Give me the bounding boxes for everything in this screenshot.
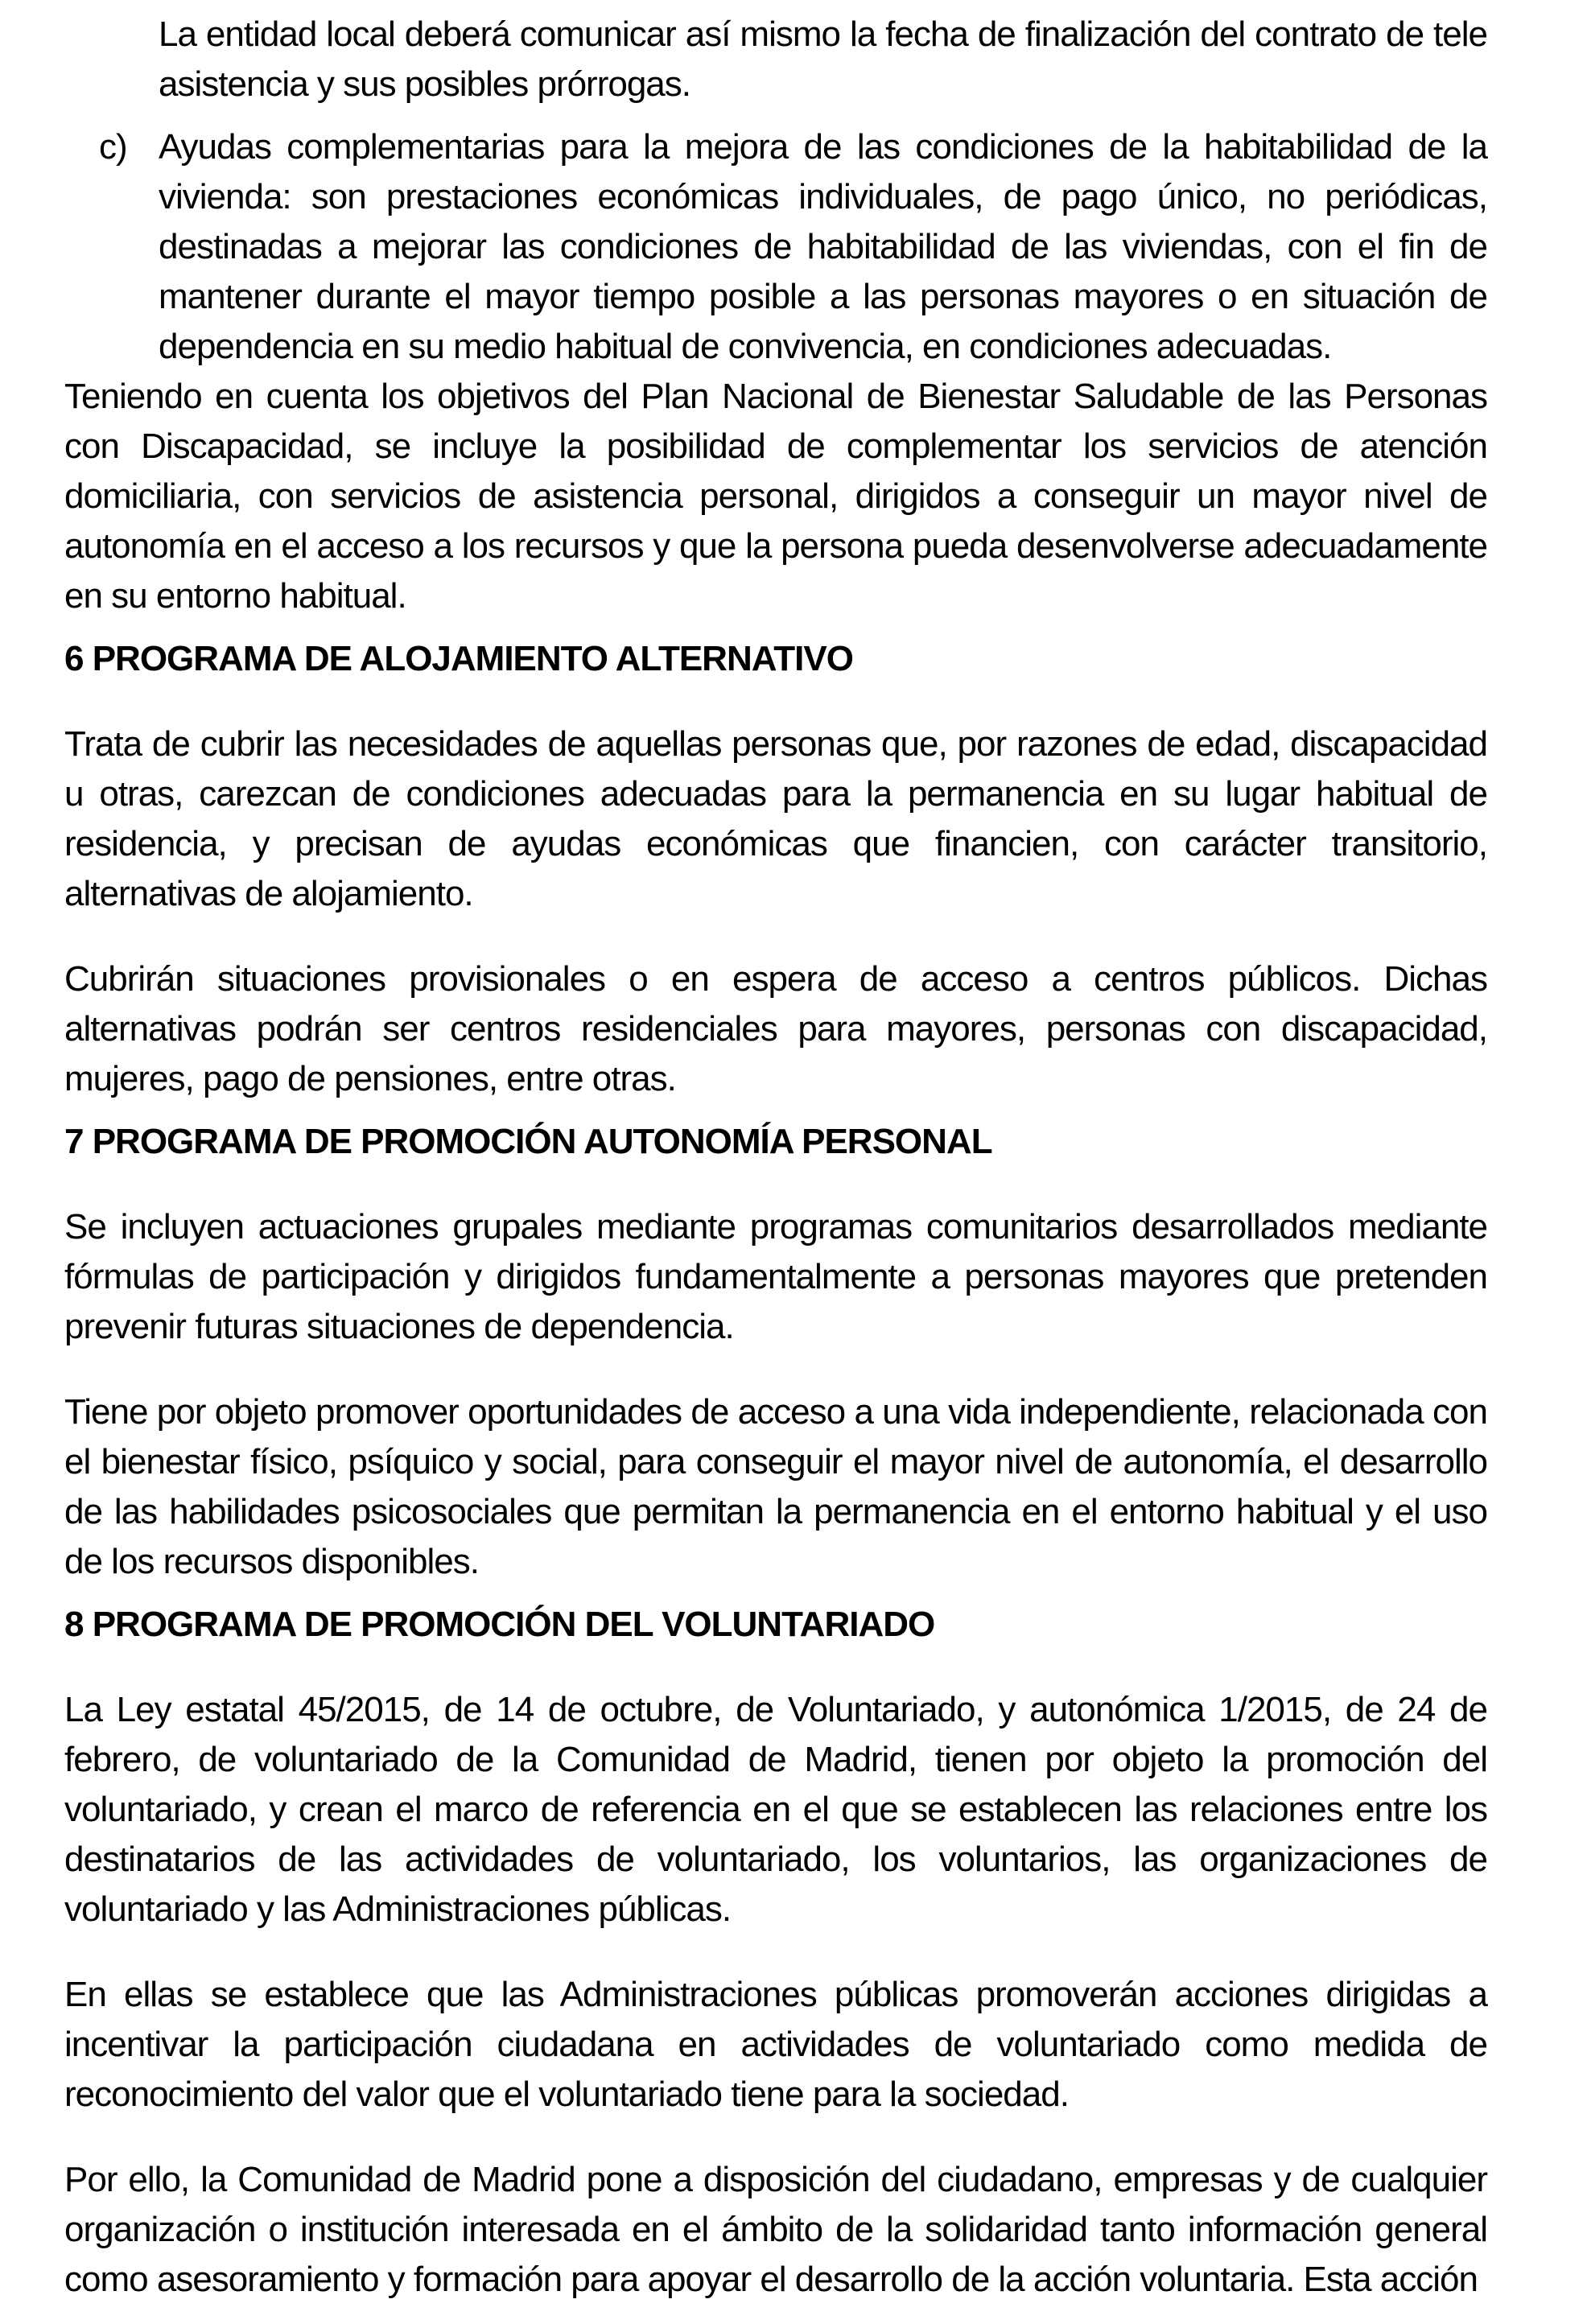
paragraph: Teniendo en cuenta los objetivos del Plan Nacional de Bienestar Saludable de las Personas con Discapacidad, se incluye la posibilidad de complementar los servicios de atención domiciliaria, con servicios de asistencia personal, dirigidos a conseguir un mayor nivel de autonomía en el acceso a los recursos y que la persona pueda desenvolverse adecuadamente en su entorno habitual. [64, 377, 1487, 616]
section-heading: 7 PROGRAMA DE PROMOCIÓN AUTONOMÍA PERSONAL [64, 1122, 992, 1161]
list-item [64, 122, 1487, 372]
section-heading: 6 PROGRAMA DE ALOJAMIENTO ALTERNATIVO [64, 639, 853, 678]
list-item-text: Ayudas complementarias para la mejora de las condiciones de la habitabilidad de la vivienda: son prestaciones económicas individuales, de pago único, no periódicas, destinadas a mejorar las condiciones de habitabilidad de las viviendas, con el fin de mantener durante el mayor tiempo posible a las personas mayores o en situación de dependencia en su medio habitual de convivencia, en condiciones adecuadas. [159, 127, 1487, 366]
paragraph: Tiene por objeto promover oportunidades de acceso a una vida independiente, relacionada con el bienestar físico, psíquico y social, para conseguir el mayor nivel de autonomía, el desarrollo de las habilidades psicosociales que permitan la permanencia en el entorno habitual y el uso de los recursos disponibles. [64, 1392, 1487, 1581]
paragraph: La entidad local deberá comunicar así mismo la fecha de finalización del contrato de tele asistencia y sus posibles prórrogas. [159, 14, 1487, 104]
paragraph: Trata de cubrir las necesidades de aquellas personas que, por razones de edad, discapacidad u otras, carezcan de condiciones adecuadas para la permanencia en su lugar habitual de residencia, y precisan de ayudas económicas que financien, con carácter transitorio, alternativas de alojamiento. [64, 724, 1487, 913]
paragraph: Por ello, la Comunidad de Madrid pone a disposición del ciudadano, empresas y de cualquier organización o institución interesada en el ámbito de la solidaridad tanto información general como asesoramiento y formación para apoyar el desarrollo de la acción voluntaria. Esta acción [64, 2160, 1487, 2299]
paragraph: Se incluyen actuaciones grupales mediante programas comunitarios desarrollados mediante fórmulas de participación y dirigidos fundamentalmente a personas mayores que pretenden prevenir futuras situaciones de dependencia. [64, 1207, 1487, 1346]
list-marker: c) [99, 127, 127, 167]
section-heading: 8 PROGRAMA DE PROMOCIÓN DEL VOLUNTARIADO [64, 1605, 935, 1644]
document-content [64, 10, 1487, 2305]
paragraph: La Ley estatal 45/2015, de 14 de octubre, de Voluntariado, y autonómica 1/2015, de 24 de febrero, de voluntariado de la Comunidad de Madrid, tienen por objeto la promoción del voluntariado, y crean el marco de referencia en el que se establecen las relaciones entre los destinatarios de las actividades de voluntariado, los voluntarios, las organizaciones de voluntariado y las Administraciones públicas. [64, 1690, 1487, 1929]
paragraph: Cubrirán situaciones provisionales o en espera de acceso a centros públicos. Dichas alternativas podrán ser centros residenciales para mayores, personas con discapacidad, mujeres, pago de pensiones, entre otras. [64, 959, 1487, 1098]
paragraph: En ellas se establece que las Administraciones públicas promoverán acciones dirigidas a incentivar la participación ciudadana en actividades de voluntariado como medida de reconocimiento del valor que el voluntariado tiene para la sociedad. [64, 1975, 1487, 2114]
